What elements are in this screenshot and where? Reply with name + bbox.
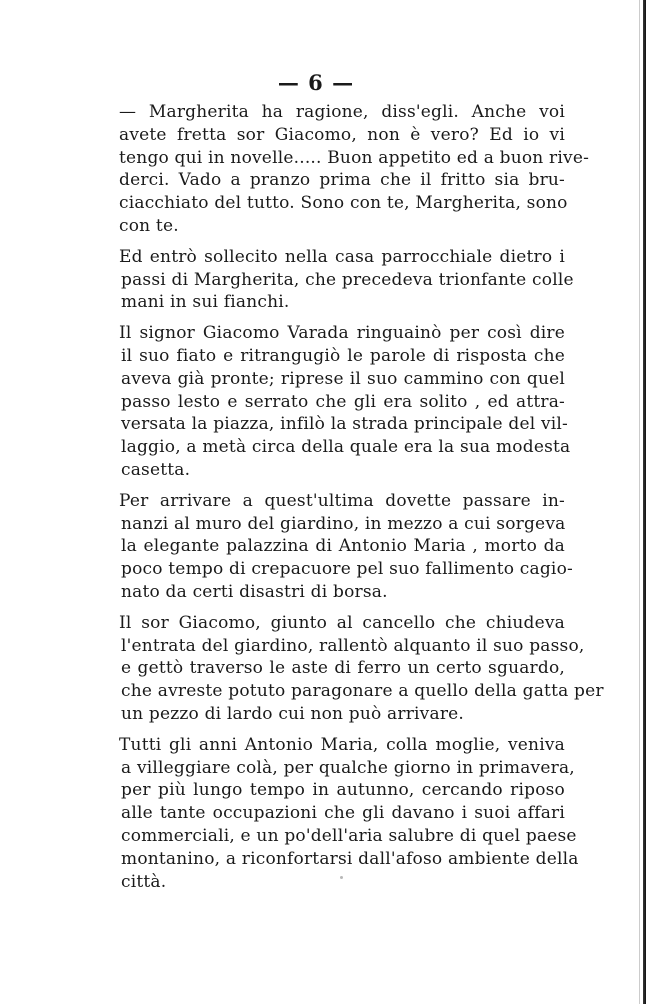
text-line: nato da certi disastri di borsa. (121, 581, 388, 602)
text-line: l'entrata del giardino, rallentò alquanto il suo passo, (121, 635, 585, 656)
paragraph (103, 246, 574, 314)
text-line: mani in sui fianchi. (121, 292, 290, 313)
paragraph (103, 490, 573, 604)
text-line: Tutti gli anni Antonio Maria, colla moglie, veniva (119, 734, 565, 755)
text-line: alle tante occupazioni che gli davano i suoi affari (121, 803, 565, 824)
paragraph (103, 101, 590, 238)
text-line: tengo qui in novelle..... Buon appetito ed a buon rive- (119, 147, 590, 168)
text-line: derci. Vado a pranzo prima che il fritto sia bru- (119, 170, 565, 191)
text-line: casetta. (121, 459, 191, 480)
text-line: a villeggiare colà, per qualche giorno in primavera, (121, 757, 575, 778)
text-line: un pezzo di lardo cui non può arrivare. (121, 703, 465, 724)
text-line: laggio, a metà circa della quale era la sua modesta (121, 437, 571, 458)
text-line: ciacchiato del tutto. Sono con te, Margherita, sono (119, 193, 568, 214)
paragraph (103, 734, 579, 894)
page-number: — 6 — (277, 70, 355, 95)
text-line: città. (121, 871, 167, 892)
text-line: nanzi al muro del giardino, in mezzo a cui sorgeva (121, 513, 566, 534)
text-line: la elegante palazzina di Antonio Maria , morto da (121, 536, 565, 557)
text-line: passo lesto e serrato che gli era solito , ed attra- (121, 391, 565, 412)
text-line: versata la piazza, infilò la strada principale del vil- (121, 414, 568, 435)
text-line: aveva già pronte; riprese il suo cammino con quel (121, 368, 565, 389)
text-line: per più lungo tempo in autunno, cercando riposo (121, 780, 565, 801)
paragraph (103, 612, 604, 726)
page-edge-line (639, 0, 640, 1004)
text-line: e gettò traverso le aste di ferro un certo sguardo, (121, 658, 565, 679)
text-line: commerciali, e un po'dell'aria salubre di quel paese (121, 825, 577, 846)
page-edge-shadow (643, 0, 646, 1004)
body-text (103, 101, 604, 901)
paragraph (103, 322, 571, 482)
text-line: con te. (119, 215, 179, 236)
text-line: Ed entrò sollecito nella casa parrocchiale dietro i (119, 246, 565, 267)
text-line: Il signor Giacomo Varada ringuainò per così dire (119, 323, 565, 344)
text-line: Per arrivare a quest'ultima dovette passare in- (119, 490, 565, 511)
text-line: il suo fiato e ritrangugiò le parole di risposta che (121, 345, 565, 366)
text-line: che avreste potuto paragonare a quello della gatta per (121, 681, 604, 702)
text-line: Il sor Giacomo, giunto al cancello che chiudeva (119, 612, 565, 633)
text-line: — Margherita ha ragione, diss'egli. Anche voi (119, 102, 565, 122)
text-line: poco tempo di crepacuore pel suo fallimento cagio- (121, 559, 573, 580)
paper-speck (340, 876, 343, 879)
text-line: passi di Margherita, che precedeva trionfante colle (121, 269, 574, 290)
text-line: avete fretta sor Giacomo, non è vero? Ed io vi (119, 124, 565, 145)
text-line: montanino, a riconfortarsi dall'afoso ambiente della (121, 848, 579, 869)
